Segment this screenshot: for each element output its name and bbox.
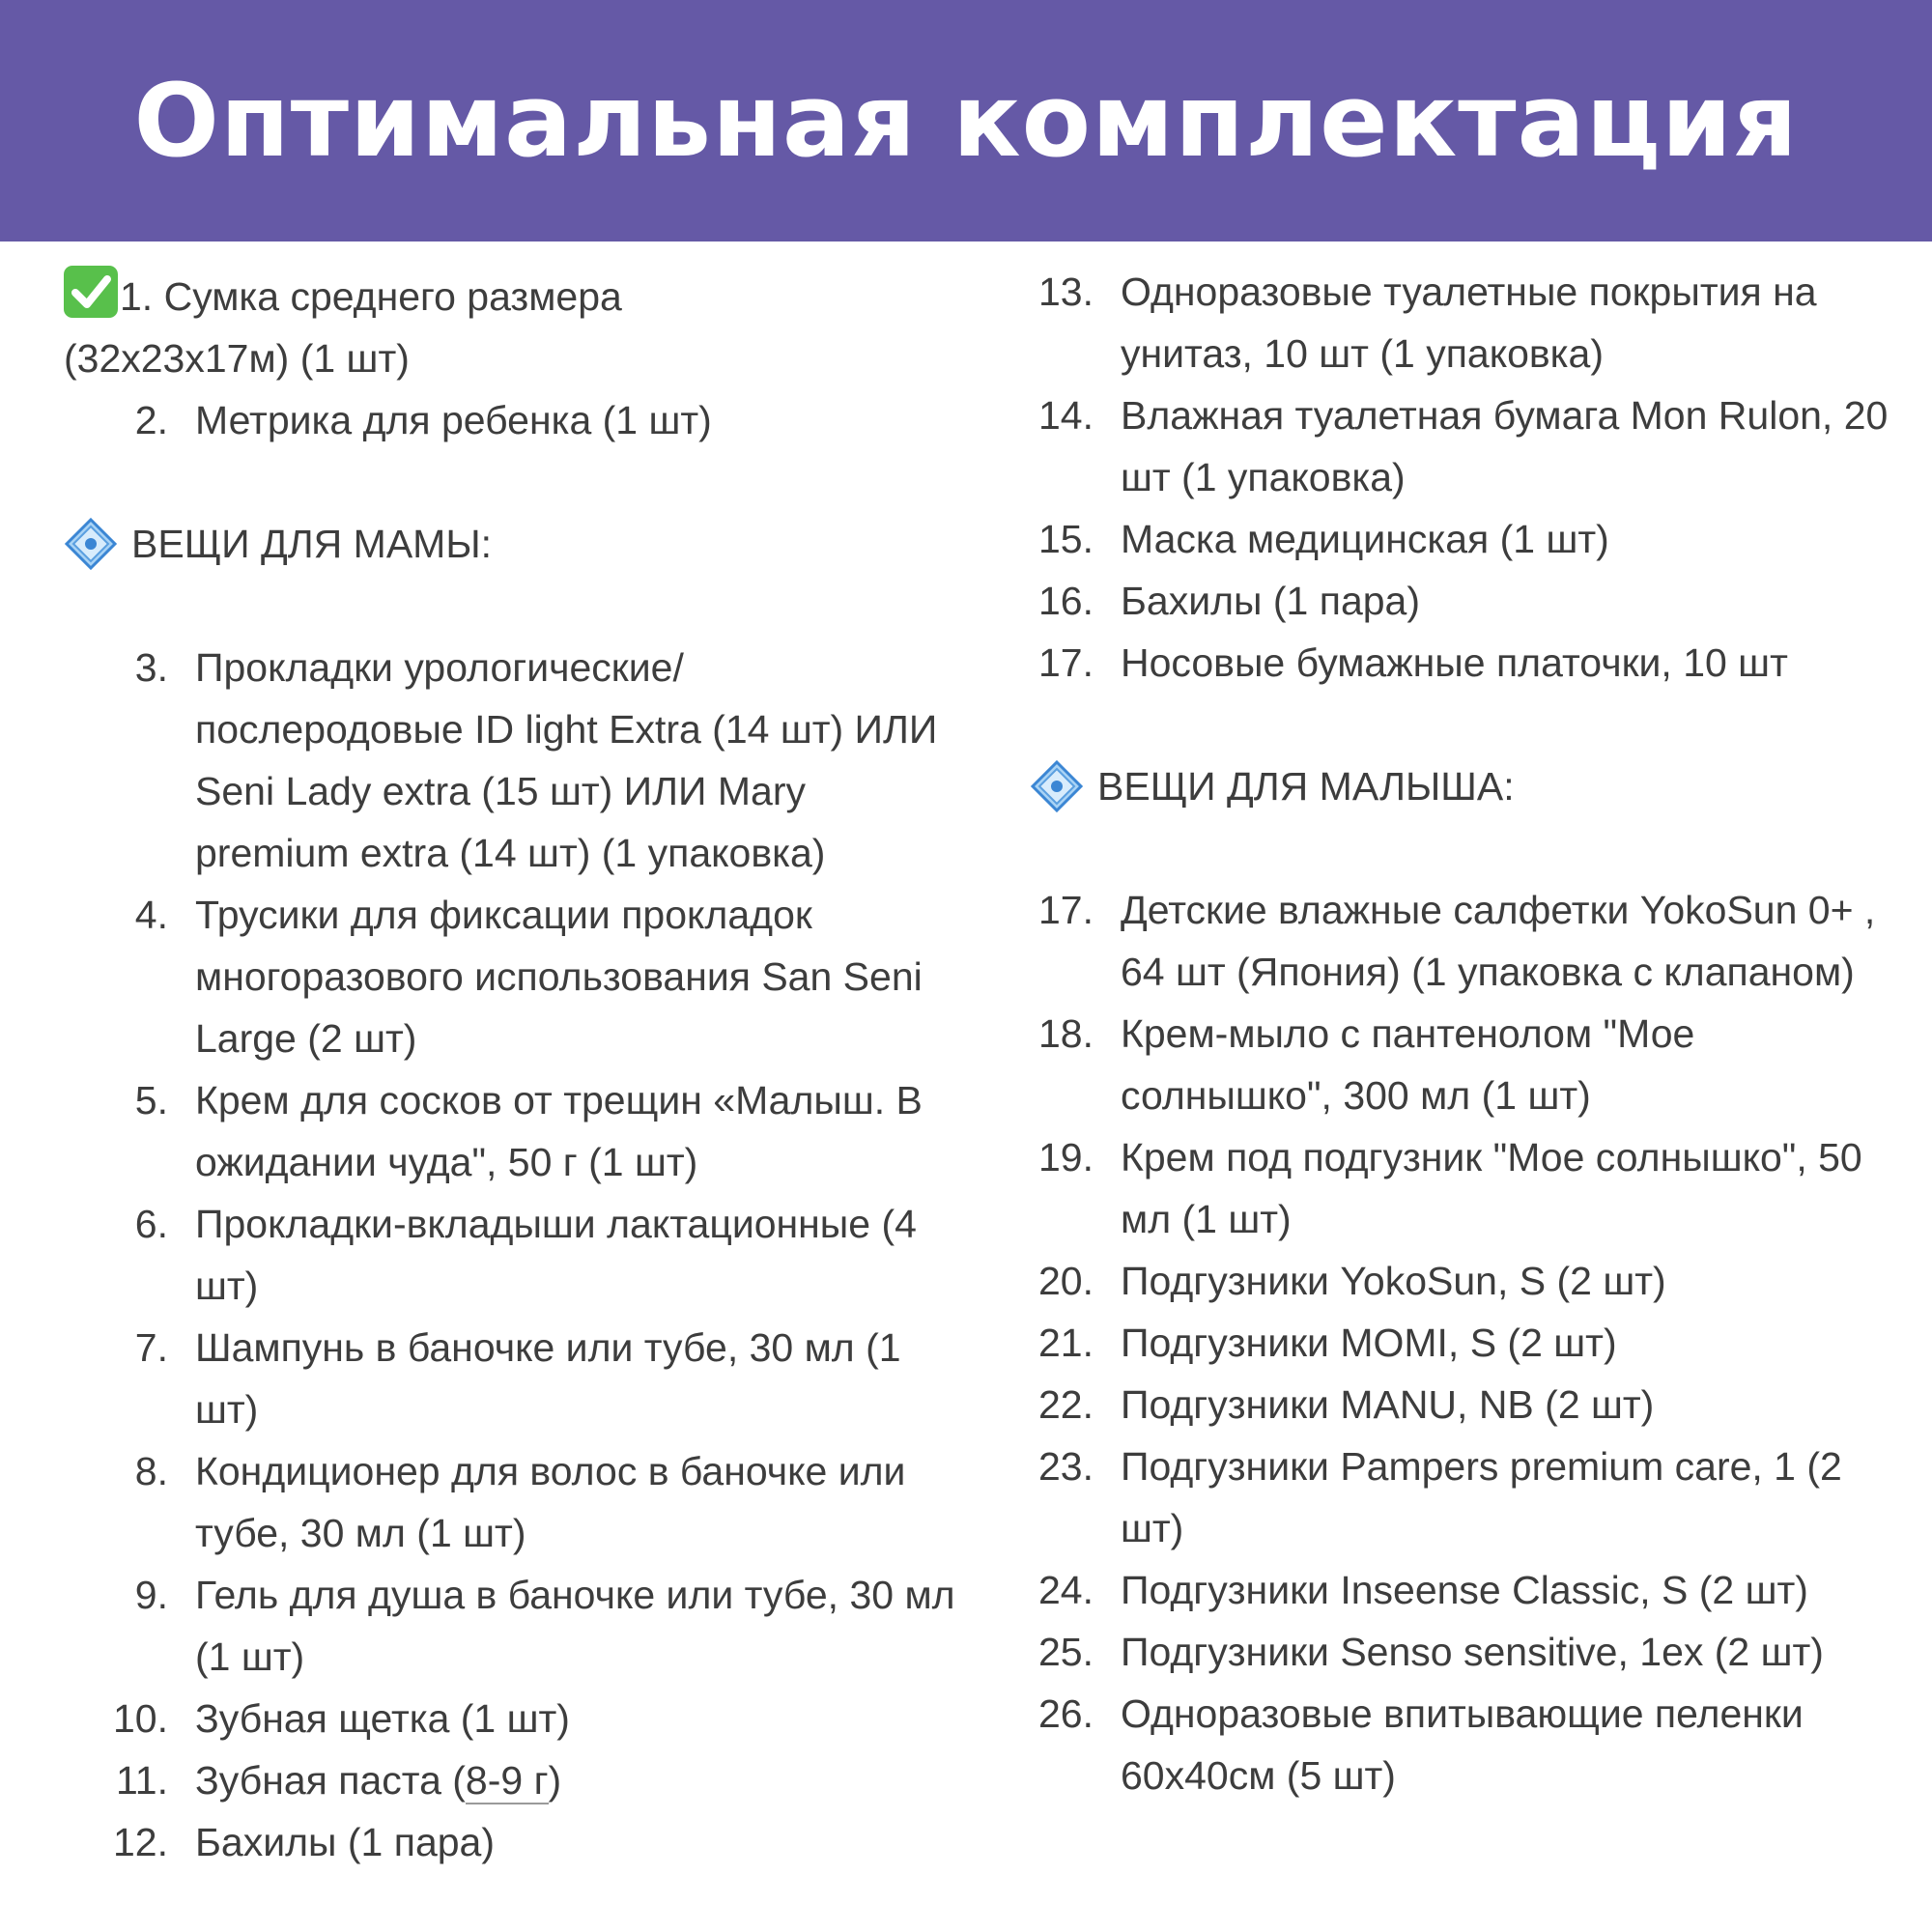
section-heading-text: ВЕЩИ ДЛЯ МАМЫ: [131, 522, 493, 566]
list-item-number: 26. [1038, 1691, 1094, 1736]
list-item [64, 1193, 962, 1317]
list-item-number: 21. [1038, 1321, 1094, 1365]
left-column [64, 266, 962, 1873]
list-item-text: Крем для сосков от трещин «Малыш. В ожидании чуда", 50 г (1 шт) [195, 1078, 923, 1184]
list-item-text: Крем под подгузник "Мое солнышко", 50 мл (1 шт) [1121, 1135, 1862, 1241]
list-item [1030, 632, 1909, 694]
list-item-number: 22. [1038, 1382, 1094, 1427]
list-item-number: 20. [1038, 1259, 1094, 1303]
list-item [1030, 1559, 1909, 1621]
list-item [1030, 1312, 1909, 1374]
header-banner [0, 0, 1932, 242]
list-item-number: 6. [134, 1202, 168, 1246]
list-item [64, 637, 962, 884]
list-item [1030, 261, 1909, 384]
list-item-text: Подгузники MANU, NB (2 шт) [1121, 1382, 1655, 1427]
item-text-underlined: 8-9 г [465, 1758, 549, 1803]
list-item-text: Детские влажные салфетки YokoSun 0+ , 64 шт (Япония) (1 упаковка с клапаном) [1121, 888, 1876, 994]
list-item-number: 8. [134, 1449, 168, 1493]
list-item-text: 1. Сумка среднего размера [120, 274, 622, 319]
list-item-number: 3. [134, 645, 168, 690]
list-item-text: Прокладки урологические/ послеродовые ID light Extra (14 шт) ИЛИ Seni Lady extra (15 шт) ИЛИ Mary premium extra (14 шт) (1 упаковка) [195, 645, 938, 875]
list-item-number: 17. [1038, 640, 1094, 685]
list-item [1030, 1126, 1909, 1250]
list-item-text: Зубная щетка (1 шт) [195, 1696, 570, 1741]
section-heading-baby [1030, 755, 1909, 817]
list-item-number: 13. [1038, 270, 1094, 314]
list-item-1-continued: (32x23x17м) (1 шт) [64, 336, 410, 381]
list-item-text: Крем-мыло с пантенолом "Мое солнышко", 300 мл (1 шт) [1121, 1011, 1695, 1118]
list-item [1030, 570, 1909, 632]
section-heading-mom [64, 513, 962, 575]
list-item [64, 884, 962, 1069]
list-item-text: Кондиционер для волос в баночке или тубе, 30 мл (1 шт) [195, 1449, 906, 1555]
list-item-text: Влажная туалетная бумага Mon Rulon, 20 шт (1 упаковка) [1121, 393, 1889, 499]
list-item [64, 389, 962, 451]
list-item-text: Бахилы (1 пара) [195, 1820, 496, 1864]
list-item-text: Подгузники Pampers premium care, 1 (2 шт) [1121, 1444, 1842, 1550]
list-item [1030, 1683, 1909, 1806]
diamond-with-dot-icon [1030, 759, 1084, 813]
list-item-number: 18. [1038, 1011, 1094, 1056]
list-item-text: Шампунь в баночке или тубе, 30 мл (1 шт) [195, 1325, 901, 1432]
list-item-text: Носовые бумажные платочки, 10 шт [1121, 640, 1788, 685]
list-item-text: Подгузники Senso sensitive, 1ex (2 шт) [1121, 1630, 1824, 1674]
list-item-number: 23. [1038, 1444, 1094, 1489]
list-item-number: 17. [1038, 888, 1094, 932]
list-item [64, 1688, 962, 1749]
list-item-text: Бахилы (1 пара) [1121, 579, 1421, 623]
list-item-number: 16. [1038, 579, 1094, 623]
list-item-1 [64, 266, 962, 327]
list-item [64, 1564, 962, 1688]
list-item-text: Трусики для фиксации прокладок многоразового использования San Seni Large (2 шт) [195, 893, 923, 1061]
list-item [64, 1440, 962, 1564]
list-item-text [195, 1749, 962, 1811]
list-item-text: Одноразовые впитывающие пеленки 60x40см (5 шт) [1121, 1691, 1804, 1798]
list-item [64, 1069, 962, 1193]
list-item-text: Прокладки-вкладыши лактационные (4 шт) [195, 1202, 917, 1308]
list-item-number: 11. [116, 1758, 168, 1803]
list-item [1030, 1374, 1909, 1435]
item-text-part: ) [548, 1758, 562, 1803]
list-item-number: 14. [1038, 393, 1094, 438]
list-item-number: 7. [134, 1325, 168, 1370]
list-item-text: Гель для душа в баночке или тубе, 30 мл (1 шт) [195, 1573, 955, 1679]
list-item-number: 4. [134, 893, 168, 937]
list-item-number: 15. [1038, 517, 1094, 561]
list-item [1030, 879, 1909, 1003]
list-item [64, 1811, 962, 1873]
list-item-number: 2. [134, 398, 168, 442]
list-item-number: 24. [1038, 1568, 1094, 1612]
page-title: Оптимальная комплектация [133, 62, 1799, 180]
item-text-part: Зубная паста ( [195, 1758, 466, 1803]
list-item-text: Подгузники YokoSun, S (2 шт) [1121, 1259, 1666, 1303]
list-item [1030, 1003, 1909, 1126]
list-item [64, 1749, 962, 1811]
list-item [1030, 1621, 1909, 1683]
list-item-number: 19. [1038, 1135, 1094, 1179]
check-mark-button-icon [64, 266, 118, 318]
list-item [64, 1317, 962, 1440]
list-item-number: 25. [1038, 1630, 1094, 1674]
list-item-number: 12. [113, 1820, 168, 1864]
diamond-with-dot-icon [64, 517, 118, 571]
list-item [1030, 1250, 1909, 1312]
list-item-number: 10. [113, 1696, 168, 1741]
right-column [1030, 261, 1909, 1806]
list-item-text: Одноразовые туалетные покрытия на унитаз, 10 шт (1 упаковка) [1121, 270, 1817, 376]
list-item-number: 5. [134, 1078, 168, 1122]
list-item-text: Подгузники Inseense Classic, S (2 шт) [1121, 1568, 1808, 1612]
list-item-text: Маска медицинская (1 шт) [1121, 517, 1609, 561]
list-item-text: Метрика для ребенка (1 шт) [195, 398, 712, 442]
list-item-text: Подгузники MOMI, S (2 шт) [1121, 1321, 1617, 1365]
list-item [1030, 384, 1909, 508]
list-item [1030, 1435, 1909, 1559]
list-item [1030, 508, 1909, 570]
section-heading-text: ВЕЩИ ДЛЯ МАЛЫША: [1097, 764, 1515, 809]
list-item-number: 9. [134, 1573, 168, 1617]
